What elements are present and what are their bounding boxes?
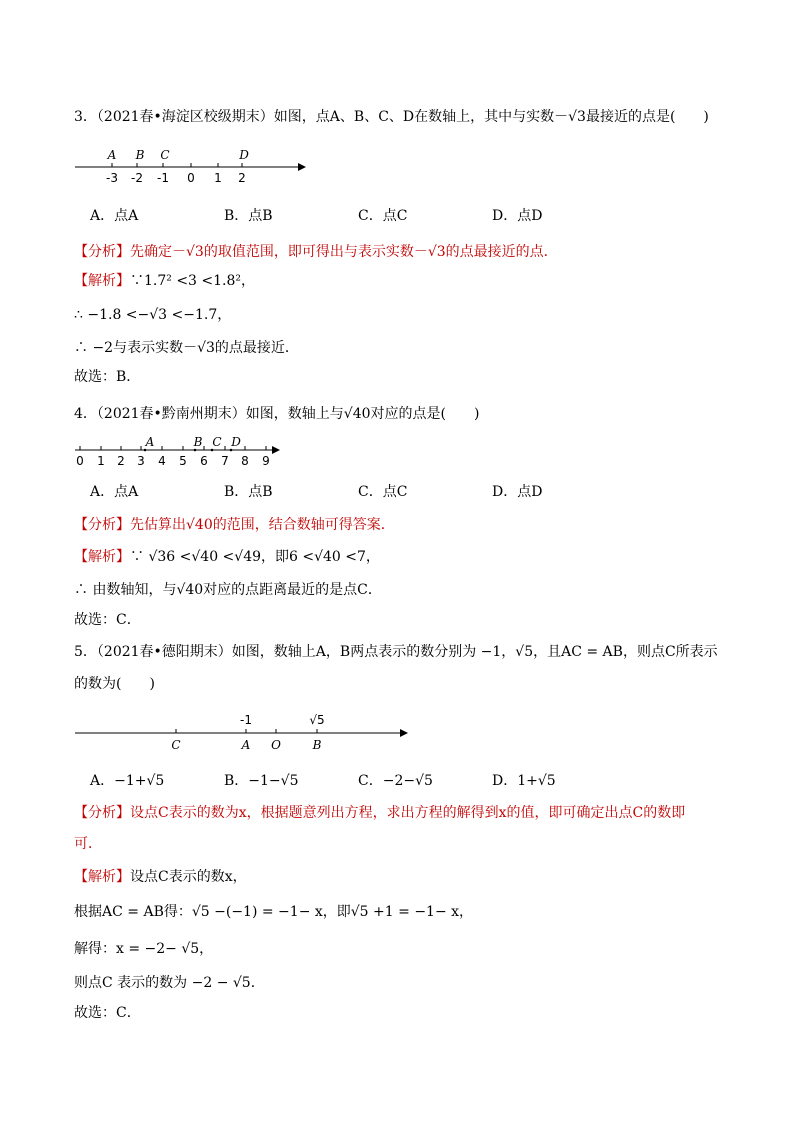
q4-tick-label: 5 [179, 454, 187, 468]
q4-tick-label: 2 [117, 454, 125, 468]
q4-point-label: B [193, 435, 203, 449]
q5-option-d: D．1+√5 [492, 773, 556, 789]
q5-point-label: B [312, 738, 322, 752]
q3-point-label: A [107, 148, 117, 162]
q3-point-label: B [135, 148, 145, 162]
q5-solution [74, 867, 734, 887]
q4-tick-label: 7 [221, 454, 229, 468]
q4-option-a: A．点A [90, 484, 139, 500]
analysis-text: 先估算出√40的范围，结合数轴可得答案． [130, 517, 395, 533]
q3-step-2: ∴ −2与表示实数－√3的点最接近． [74, 340, 299, 356]
q4-tick-label: 0 [76, 454, 84, 468]
q5-answer: 故选：C． [74, 1005, 141, 1021]
solution-tag: 【解析】 [74, 869, 130, 885]
solution-text: 设点C表示的数x， [130, 869, 247, 885]
q3-option-d: D．点D [492, 208, 543, 224]
q5-top-label: -1 [240, 713, 252, 727]
q4-analysis [74, 515, 734, 535]
q4-point-label: C [212, 435, 222, 449]
q5-point-label: O [271, 738, 281, 752]
solution-tag: 【解析】 [74, 549, 130, 565]
q4-solution [74, 547, 734, 567]
q3-solution [74, 271, 734, 291]
analysis-tag: 【分析】 [74, 244, 130, 260]
analysis-text: 设点C表示的数为x，根据题意列出方程，求出方程的解得到x的值，即可确定出点C的数即 [130, 805, 686, 821]
q4-step-1: ∴ 由数轴知，与√40对应的点距离最近的是点C． [74, 582, 382, 598]
q5-option-c: C．−2−√5 [358, 773, 433, 789]
q3-stem: 3．（2021春•海淀区校级期末）如图，点A、B、C、D在数轴上，其中与实数－√3最接近的点是( ) [74, 109, 709, 125]
analysis-tag: 【分析】 [74, 805, 130, 821]
q3-number-line [70, 142, 310, 188]
q4-tick-label: 3 [137, 454, 145, 468]
solution-text: ∵1.7² <3 <1.8²， [130, 273, 256, 289]
q3-tick-label: 1 [214, 171, 222, 185]
q3-tick-label: 2 [238, 171, 246, 185]
q3-axis-arrow [298, 163, 306, 171]
q5-point-label: C [171, 738, 181, 752]
q5-top-label: √5 [309, 713, 325, 727]
q3-answer: 故选：B． [74, 369, 141, 385]
q5-step-1: 根据AC = AB得：√5 −(−1) = −1− x，即√5 +1 = −1− x， [74, 904, 474, 920]
q5-step-3: 则点C 表示的数为 −2 − √5． [74, 975, 265, 991]
q5-stem-line-1: 5．（2021春•德阳期末）如图，数轴上A，B两点表示的数分别为 −1，√5，且AC = AB，则点C所表示 [74, 644, 718, 660]
q4-point-label: D [231, 435, 241, 449]
q3-option-a: A．点A [90, 208, 139, 224]
q4-tick-label: 8 [241, 454, 249, 468]
q4-number-line [70, 432, 290, 470]
q3-tick-label: -3 [106, 171, 118, 185]
q4-tick-label: 9 [262, 454, 270, 468]
q4-tick-label: 6 [200, 454, 208, 468]
q3-point-label: C [160, 148, 170, 162]
q3-point-label: D [239, 148, 249, 162]
q4-tick-label: 1 [97, 454, 105, 468]
q5-analysis-line-2: 可． [74, 836, 102, 852]
q3-step-1: ∴ −1.8 <−√3 <−1.7， [74, 307, 232, 323]
q3-options [90, 206, 626, 226]
q4-tick-label: 4 [158, 454, 166, 468]
q5-stem-line-2: 的数为( ) [74, 676, 155, 692]
q5-analysis-line-1 [74, 803, 734, 823]
q3-option-b: B．点B [224, 208, 273, 224]
q4-axis-arrow [272, 446, 280, 454]
q3-analysis [74, 242, 734, 262]
q5-step-2: 解得：x = −2− √5， [74, 941, 214, 957]
q4-point-label: A [145, 435, 155, 449]
q5-option-b: B．−1−√5 [224, 773, 299, 789]
q3-tick-label: -1 [157, 171, 169, 185]
solution-text: ∵ √36 <√40 <√49，即6 <√40 <7， [130, 549, 380, 565]
q5-option-a: A．−1+√5 [90, 773, 165, 789]
q4-option-b: B．点B [224, 484, 273, 500]
q5-number-line [70, 704, 415, 756]
q4-option-d: D．点D [492, 484, 543, 500]
q5-point-label: A [241, 738, 251, 752]
q3-option-c: C．点C [358, 208, 408, 224]
q3-tick-label: -2 [131, 171, 143, 185]
q4-option-c: C．点C [358, 484, 408, 500]
q3-tick-label: 0 [187, 171, 195, 185]
analysis-tag: 【分析】 [74, 517, 130, 533]
solution-tag: 【解析】 [74, 273, 130, 289]
q4-stem: 4．（2021春•黔南州期末）如图，数轴上与√40对应的点是( ) [74, 406, 480, 422]
q4-options [90, 482, 626, 502]
q5-axis-arrow [400, 729, 408, 737]
q5-options [90, 771, 626, 791]
analysis-text: 先确定－√3的取值范围，即可得出与表示实数－√3的点最接近的点． [130, 244, 558, 260]
q4-answer: 故选：C． [74, 612, 141, 628]
